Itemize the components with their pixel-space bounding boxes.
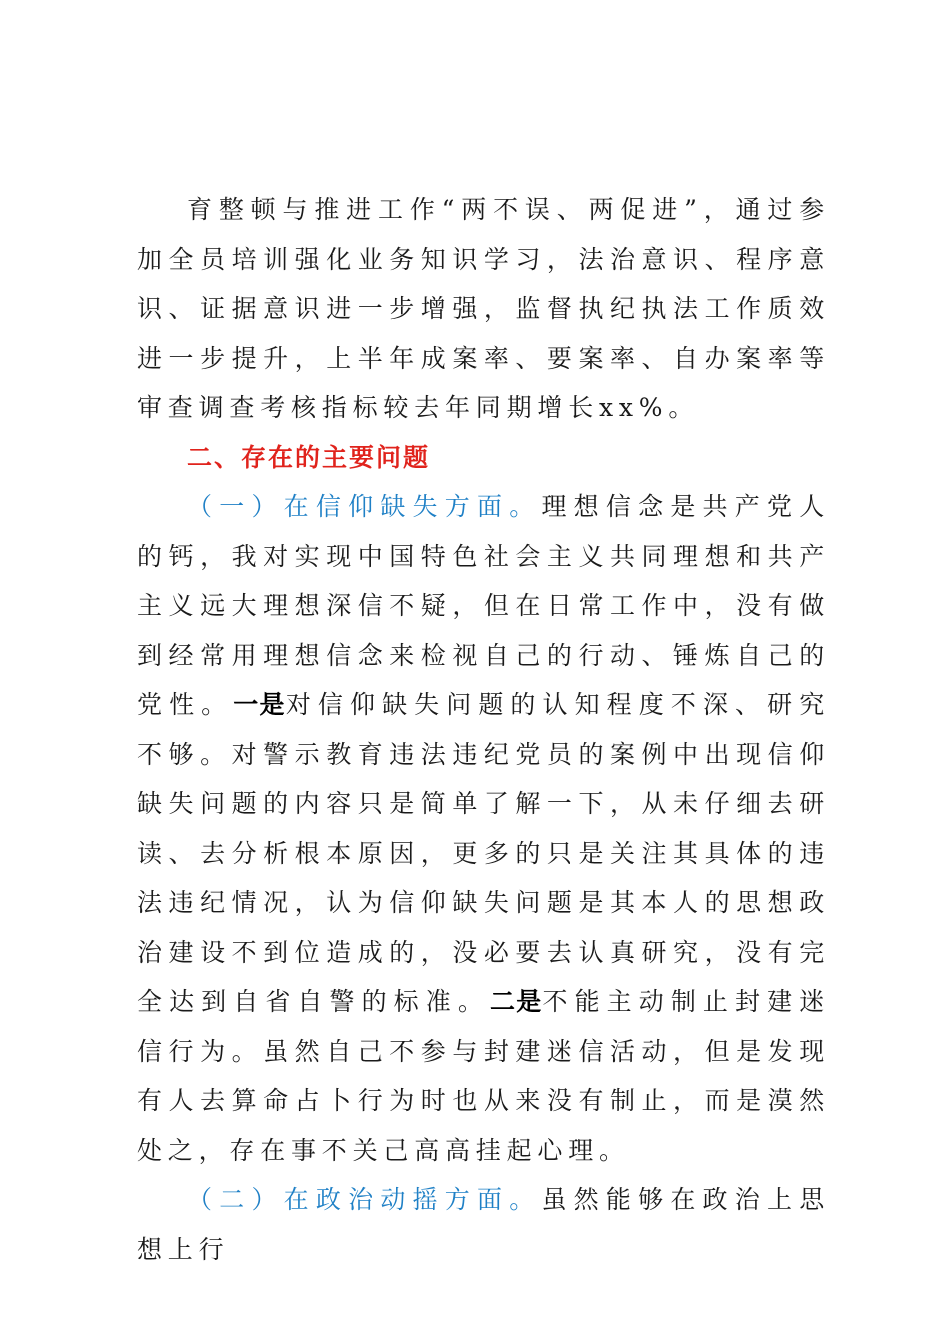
paragraph-intro-text: 理想信念是共产党人的钙，我对实现中国特色社会主义共同理想和共产主义远大理想深信不疑，但在日常工作中，没有做到经常用理想信念来检视自己的行动、锤炼自己的党性。 bbox=[137, 492, 831, 719]
point-text-first: 对信仰缺失问题的认知程度不深、研究不够。对警示教育违法违纪党员的案例中出现信仰缺失问题的内容只是简单了解一下，从未仔细去研读、去分析根本原因，更多的只是关注其具体的违法违纪情况，认为信仰缺失问题是其本人的思想政治建设不到位造成的，没必要去认真研究，没有完全达到自省自警的标准。 bbox=[137, 690, 830, 1016]
point-text-second: 不能主动制止封建迷信行为。虽然自己不参与封建迷信活动，但是发现有人去算命占卜行为时也从来没有制止，而是漠然处之，存在事不关己高高挂起心理。 bbox=[137, 987, 830, 1165]
paragraph-text: 育整顿与推进工作“两不误、两促进”，通过参加全员培训强化业务知识学习，法治意识、程序意识、证据意识进一步增强，监督执纪执法工作质效进一步提升，上半年成案率、要案率、自办案率等审查调查考核指标较去年同期增长xx%。 bbox=[137, 195, 830, 422]
sub-heading-faith-loss: （一）在信仰缺失方面。 bbox=[187, 492, 542, 521]
point-marker-first: 一是 bbox=[233, 690, 286, 719]
document-body bbox=[137, 185, 830, 1274]
paragraph-training-results bbox=[137, 185, 830, 433]
paragraph-political-wavering bbox=[137, 1175, 830, 1274]
section-heading-main-problems bbox=[137, 433, 830, 483]
paragraph-intro-text: 虽然能够在政治上思想上行 bbox=[137, 1185, 831, 1264]
paragraph-faith-loss bbox=[137, 482, 830, 1175]
point-marker-second: 二是 bbox=[489, 987, 543, 1016]
section-heading-text: 二、存在的主要问题 bbox=[187, 442, 431, 472]
sub-heading-political-wavering: （二）在政治动摇方面。 bbox=[187, 1185, 542, 1214]
